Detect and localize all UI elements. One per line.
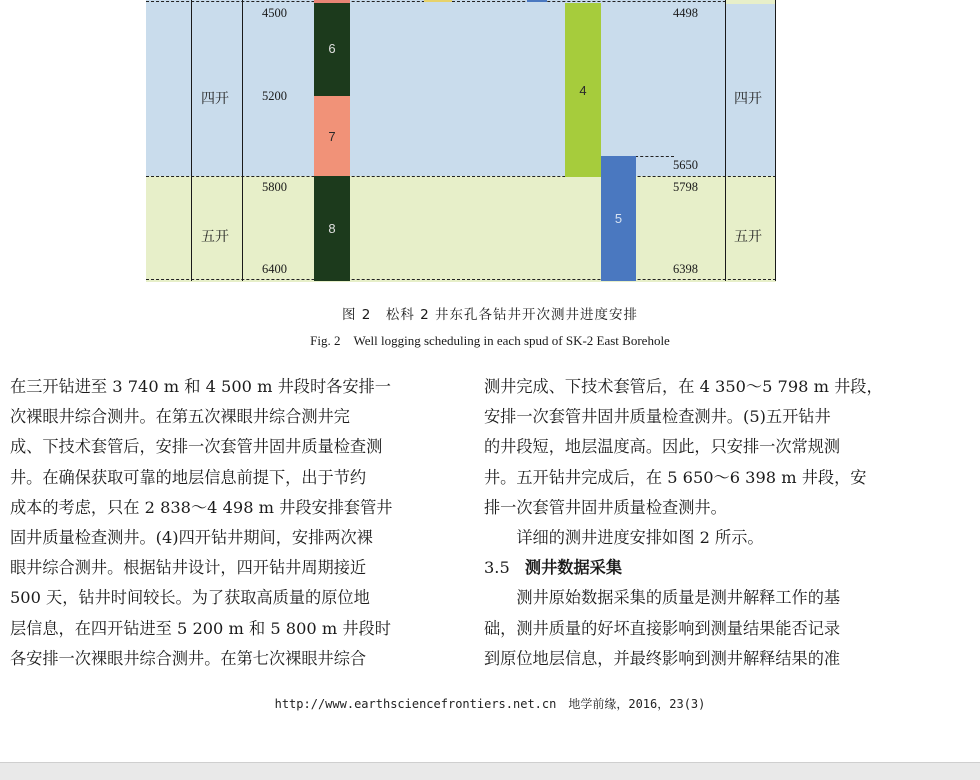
right-text-column: [484, 372, 939, 674]
depth-boundary: [146, 176, 776, 177]
text-line: 眼井综合测井。根据钻井设计，四开钻井周期接近: [10, 558, 367, 578]
depth-label-right: 6398: [673, 262, 698, 276]
text-line: 排一次套管井固井质量检查测井。: [484, 497, 727, 517]
depth-label-left: 6400: [262, 262, 287, 276]
text-line: 500 天，钻井时间较长。为了获取高质量的原位地: [10, 588, 370, 608]
text-line: 层信息，在四开钻进至 5 200 m 和 5 800 m 井段时: [10, 618, 391, 638]
viewer-scrollbar-track[interactable]: [0, 762, 980, 780]
text-line: 础，测井质量的好坏直接影响到测量结果能否记录: [484, 618, 841, 638]
text-line: 测井原始数据采集的质量是测井解释工作的基: [484, 588, 841, 608]
logging-segment-5: 5: [601, 156, 636, 281]
text-line: 测井完成、下技术套管后，在 4 350～5 798 m 井段，: [484, 377, 883, 396]
fourth-spud-zone: [146, 0, 776, 176]
text-line: 井。五开钻井完成后，在 5 650～6 398 m 井段，安: [484, 467, 867, 487]
segment-top-edge: [314, 0, 350, 3]
frame-line: [242, 0, 243, 281]
page-footer: http://www.earthsciencefrontiers.net.cn 地学前缘，2016，23(3): [274, 697, 706, 711]
text-line: 井。在确保获取可靠的地层信息前提下，出于节约: [10, 467, 367, 487]
text-line: 成、下技术套管后，安排一次套管井固井质量检查测: [10, 437, 383, 457]
text-line: 详细的测井进度安排如图 2 所示。: [484, 528, 764, 548]
spud-label-fifth-right: 五开: [734, 229, 762, 245]
well-logging-schedule-figure: [146, 0, 776, 283]
top-strip-marker: [726, 0, 776, 4]
text-line: 各安排一次裸眼井综合测井。在第七次裸眼井综合: [10, 648, 367, 668]
depth-boundary: [146, 279, 776, 280]
text-line: 在三开钻进至 3 740 m 和 4 500 m 井段时各安排一: [10, 377, 391, 396]
text-line: 的井段短，地层温度高。因此，只安排一次常规测: [484, 437, 841, 457]
text-line: 次裸眼井综合测井。在第五次裸眼井综合测井完: [10, 407, 350, 427]
figure-caption-english: Fig. 2 Well logging scheduling in each spud of SK-2 East Borehole: [310, 333, 670, 348]
logging-segment-7: 7: [314, 96, 350, 176]
depth-label-right: 4498: [673, 6, 698, 20]
text-line: 到原位地层信息，并最终影响到测井解释结果的准: [484, 648, 841, 668]
depth-label-left: 5200: [262, 89, 287, 103]
text-line: 成本的考虑，只在 2 838～4 498 m 井段安排套管井: [10, 497, 393, 517]
frame-line: [725, 0, 726, 281]
depth-label-left: 5800: [262, 180, 287, 194]
depth-label-right: 5798: [673, 180, 698, 194]
depth-label-right: 5650: [673, 158, 698, 172]
logging-segment-8: 8: [314, 176, 350, 281]
section-title: 测井数据采集: [524, 558, 623, 578]
left-text-column: [10, 372, 465, 674]
section-heading: [484, 553, 939, 583]
logging-segment-6: 6: [314, 0, 350, 96]
section-number: 3.5: [484, 558, 510, 578]
depth-boundary: [146, 1, 776, 2]
spud-label-fourth-right: 四开: [734, 91, 762, 107]
spud-label-fifth-left: 五开: [201, 229, 229, 245]
frame-line: [191, 0, 192, 281]
top-strip-marker: [527, 0, 547, 2]
logging-segment-4: 4: [565, 3, 601, 177]
depth-label-left: 4500: [262, 6, 287, 20]
text-line: 固井质量检查测井。(4)四开钻井期间，安排两次裸: [10, 528, 373, 548]
frame-line: [775, 0, 776, 281]
top-strip-marker: [424, 0, 452, 2]
text-line: 安排一次套管井固井质量检查测井。(5)五开钻井: [484, 407, 831, 427]
figure-caption-chinese: 图 2 松科 2 井东孔各钻井开次测井进度安排: [341, 307, 639, 323]
spud-label-fourth-left: 四开: [201, 91, 229, 107]
